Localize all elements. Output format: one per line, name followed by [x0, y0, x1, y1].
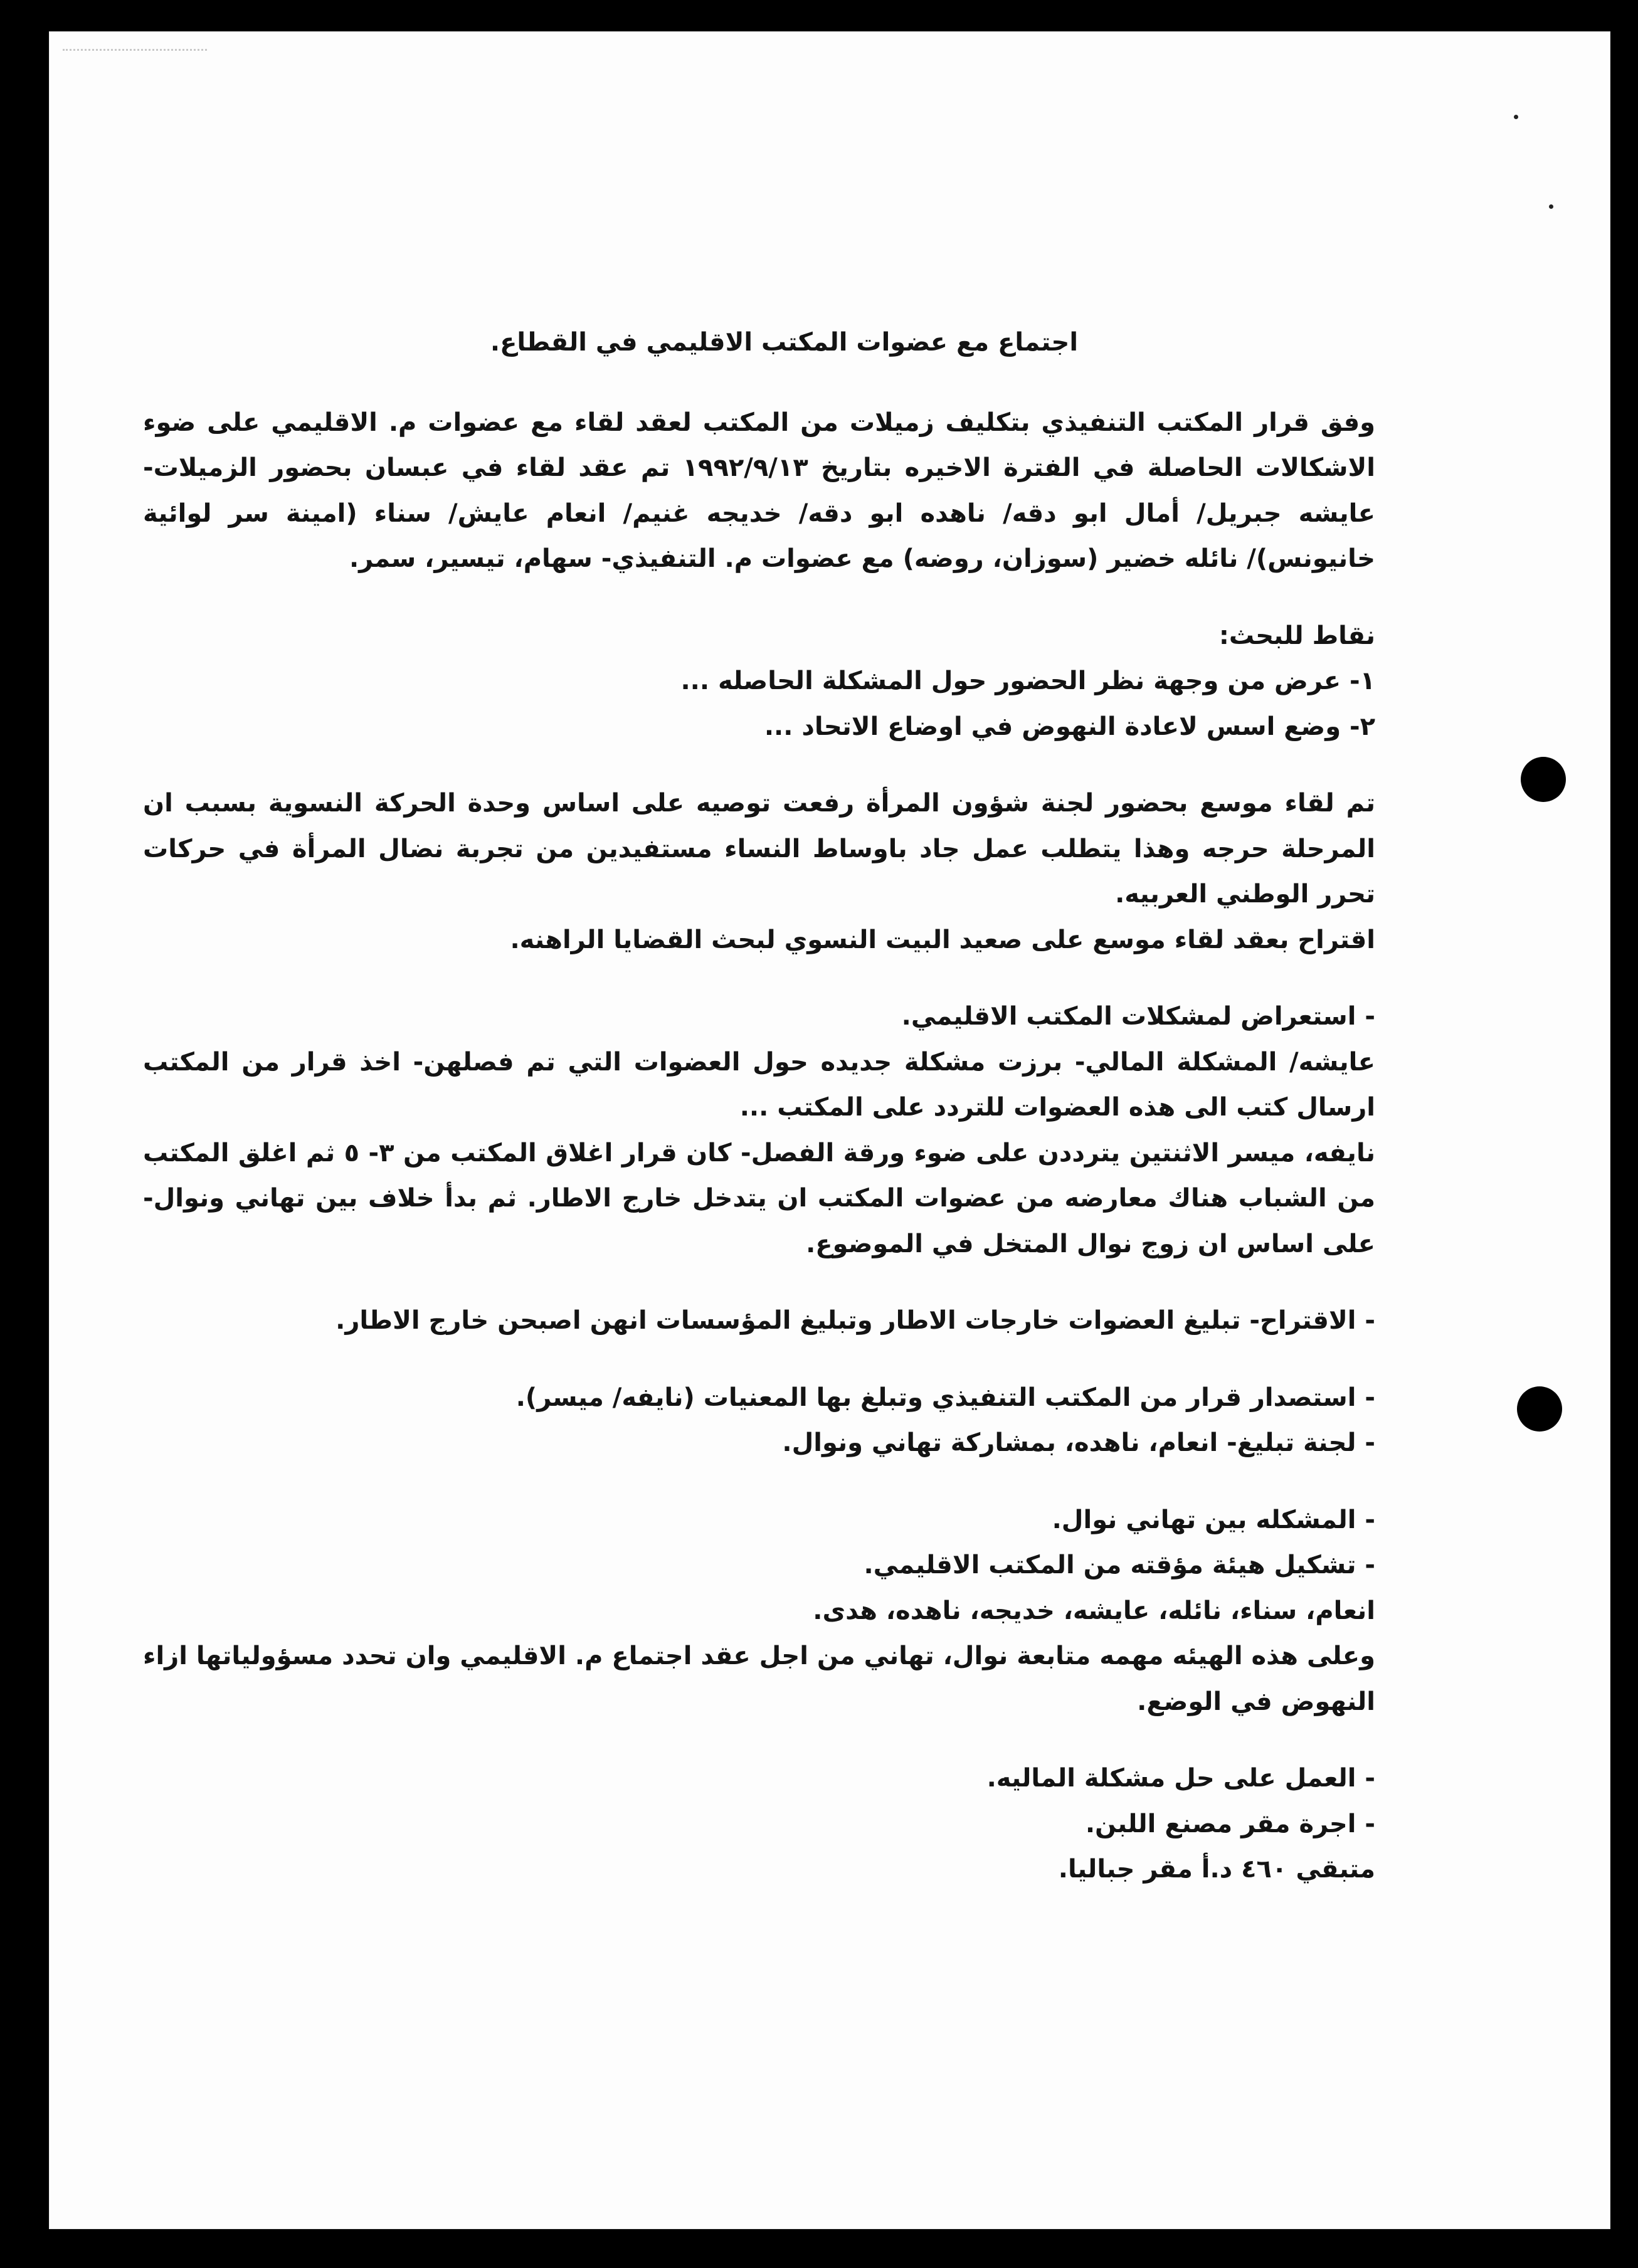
- intro-paragraph: وفق قرار المكتب التنفيذي بتكليف زميلات من المكتب لعقد لقاء مع عضوات م. الاقليمي على ضوء الاشكالات الحاصلة في الفترة الاخيره بتاريخ ١٩٩٢/٩/١٣ تم عقد لقاء في عبسان بحضور الزميلات- عايشه جبريل/ أمال ابو دقه/ ناهده ابو دقه/ خديجه غنيم/ انعام عايش/ سناء (امينة سر لوائية خانيونس)/ نائله خضير (سوزان، روضه) مع عضوات م. التنفيذي- سهام، تيسير، سمر.: [143, 408, 1376, 573]
- proposal-line: اقتراح بعقد لقاء موسع على صعيد البيت النسوي لبحث القضايا الراهنه.: [510, 925, 1375, 954]
- document-title: اجتماع مع عضوات المكتب الاقليمي في القطاع.: [490, 328, 1079, 357]
- decision-line: - استصدار قرار من المكتب التنفيذي وتبلغ بها المعنيات (نايفه/ ميسر).: [515, 1383, 1375, 1412]
- rent-line: - اجرة مقر مصنع اللبن.: [1085, 1809, 1375, 1838]
- naifa-paragraph: نايفه، ميسر الاثنتين يترددن على ضوء ورقة الفصل- كان قرار اغلاق المكتب من ٣- ٥ ثم اغلق المكتب من الشباب هناك معارضه من عضوات المكتب ان يتدخل خارج الاطار. ثم بدأ خلاف بين تهاني ونوال- على اساس ان زوج نوال المتخل في الموضوع.: [143, 1138, 1375, 1258]
- review-heading: - استعراض لمشكلات المكتب الاقليمي.: [901, 1002, 1375, 1031]
- ink-speck: [1549, 204, 1553, 209]
- meeting-paragraph: تم لقاء موسع بحضور لجنة شؤون المرأة رفعت توصيه على اساس وحدة الحركة النسوية بسبب ان المرحلة حرجه وهذا يتطلب عمل جاد باوساط النساء مستفيدين من تجربة نضال المرأة في حركات تحرر الوطني العربيه.: [143, 789, 1375, 909]
- agenda-item: ٢- وضع اسس لاعادة النهوض في اوضاع الاتحاد ...: [764, 712, 1375, 741]
- suggestion-line: - الاقتراح- تبليغ العضوات خارجات الاطار وتبليغ المؤسسات انهن اصبحن خارج الاطار.: [336, 1306, 1375, 1335]
- corner-dotted-mark: [63, 49, 207, 51]
- committee-task: وعلى هذه الهيئه مهمه متابعة نوال، تهاني من اجل عقد اجتماع م. الاقليمي وان تحدد مسؤولياتها ازاء النهوض في الوضع.: [143, 1642, 1375, 1716]
- agenda-heading: نقاط للبحث:: [1218, 621, 1375, 650]
- paper-sheet: [49, 31, 1610, 2229]
- ink-speck: [1514, 115, 1518, 119]
- decision-line: - لجنة تبليغ- انعام، ناهده، بمشاركة تهاني ونوال.: [782, 1428, 1375, 1457]
- problem-line: - المشكله بين تهاني نوال.: [1052, 1505, 1375, 1534]
- agenda-item: ١- عرض من وجهة نظر الحضور حول المشكلة الحاصله ...: [680, 667, 1375, 695]
- committee-line: - تشكيل هيئة مؤقته من المكتب الاقليمي.: [864, 1551, 1375, 1580]
- punch-hole: [1521, 757, 1566, 802]
- financial-line: - العمل على حل مشكلة الماليه.: [986, 1764, 1375, 1793]
- remaining-line: متبقي ٤٦٠ د.أ مقر جباليا.: [1058, 1855, 1375, 1884]
- punch-hole: [1517, 1386, 1562, 1432]
- document-body: [143, 320, 1375, 1892]
- committee-members: انعام، سناء، نائله، عايشه، خديجه، ناهده، هدى.: [813, 1596, 1375, 1625]
- aisha-paragraph: عايشه/ المشكلة المالي- برزت مشكلة جديده حول العضوات التي تم فصلهن- اخذ قرار من المكتب ارسال كتب الى هذه العضوات للتردد على المكتب ...: [143, 1047, 1375, 1122]
